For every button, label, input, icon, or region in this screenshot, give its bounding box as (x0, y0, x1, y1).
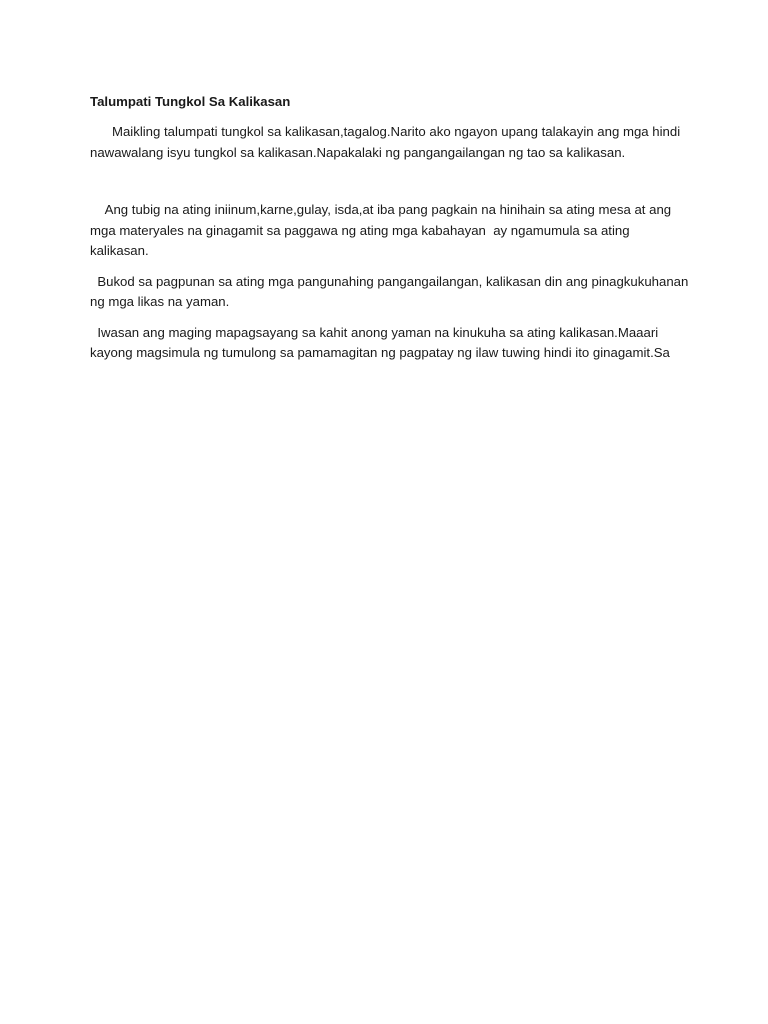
paragraph: Bukod sa pagpunan sa ating mga pangunahing pangangailangan, kalikasan din ang pinagkukuhanan ng mga likas na yaman. (90, 273, 692, 309)
document-body (90, 92, 690, 374)
paragraph: Iwasan ang maging mapagsayang sa kahit anong yaman na kinukuha sa ating kalikasan.Maaari kayong magsimula ng tumulong sa pamamagitan ng pagpatay ng ilaw tuwing hindi ito ginagamit.Sa (90, 324, 670, 360)
paragraph: Maikling talumpati tungkol sa kalikasan,tagalog.Narito ako ngayon upang talakayin ang mga hindi nawawalang isyu tungkol sa kalikasan.Napakalaki ng pangangailangan ng tao sa kalikasan. (90, 124, 684, 160)
document-title: Talumpati Tungkol Sa Kalikasan (90, 94, 291, 109)
paragraph: Ang tubig na ating iniinum,karne,gulay, isda,at iba pang pagkain na hinihain sa ating mesa at ang mga materyales na ginagamit sa paggawa ng ating mga kabahayan ay ngamumula sa ating kalikasan. (90, 202, 675, 258)
